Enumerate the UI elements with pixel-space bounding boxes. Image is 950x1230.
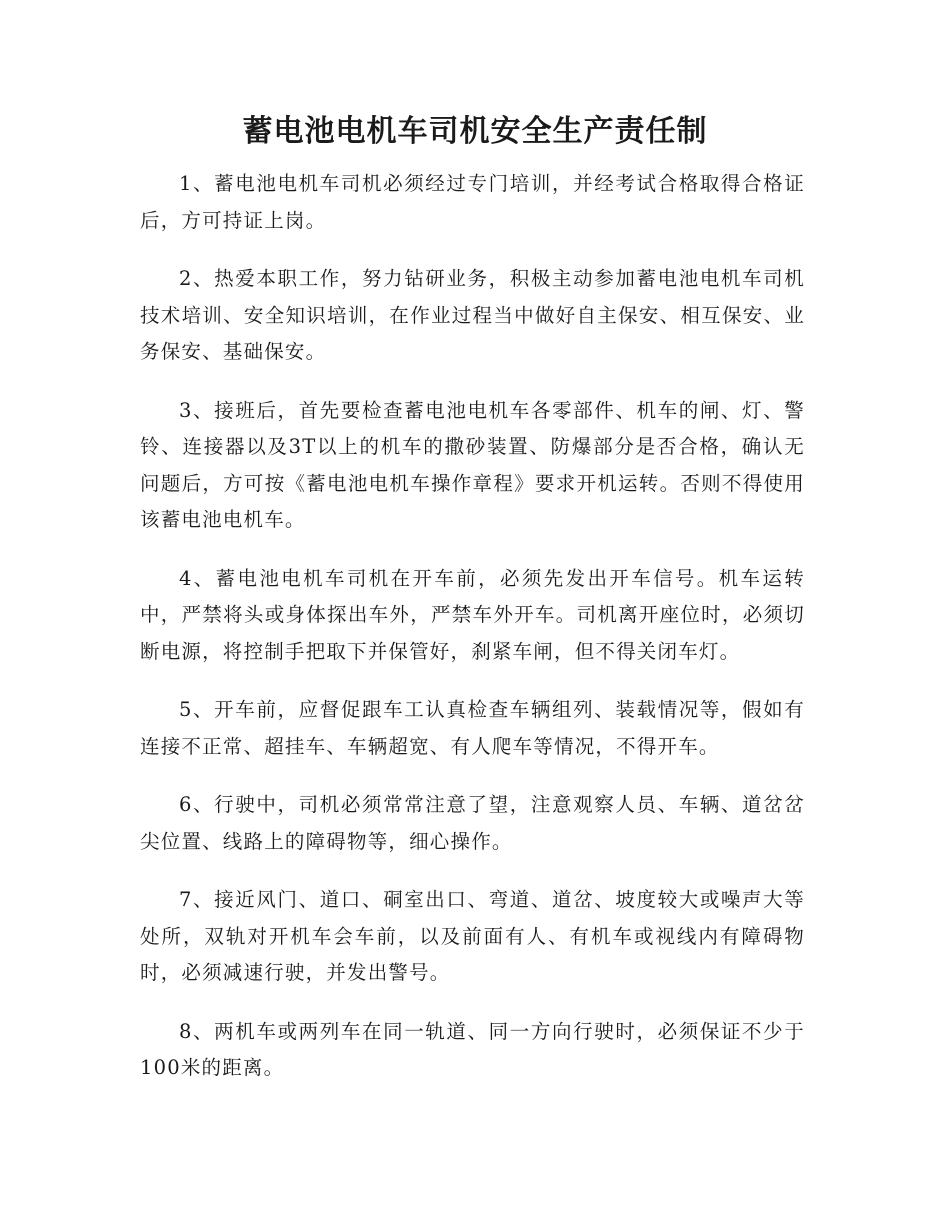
document-body xyxy=(140,166,805,1109)
paragraph-2: 2、热爱本职工作，努力钻研业务，积极主动参加蓄电池电机车司机技术培训、安全知识培训，在作业过程当中做好自主保安、相互保安、业务保安、基础保安。 xyxy=(140,267,805,363)
paragraph-4: 4、蓄电池电机车司机在开车前，必须先发出开车信号。机车运转中，严禁将头或身体探出车外，严禁车外开车。司机离开座位时，必须切断电源，将控制手把取下并保管好，刹紧车闸，但不得关闭车灯。 xyxy=(140,566,805,663)
paragraph-1: 1、蓄电池电机车司机必须经过专门培训，并经考试合格取得合格证后，方可持证上岗。 xyxy=(140,172,805,232)
paragraph-3: 3、接班后，首先要检查蓄电池电机车各零部件、机车的闸、灯、警铃、连接器以及3T以上的机车的撒砂装置、防爆部分是否合格，确认无问题后，方可按《蓄电池电机车操作章程》要求开机运转。否则不得使用该蓄电池电机车。 xyxy=(140,398,805,531)
paragraph-8: 8、两机车或两列车在同一轨道、同一方向行驶时，必须保证不少于100米的距离。 xyxy=(140,1019,805,1079)
paragraph-5: 5、开车前，应督促跟车工认真检查车辆组列、装载情况等，假如有连接不正常、超挂车、车辆超宽、有人爬车等情况，不得开车。 xyxy=(140,698,805,758)
document-title: 蓄电池电机车司机安全生产责任制 xyxy=(242,114,708,149)
paragraph-7: 7、接近风门、道口、硐室出口、弯道、道岔、坡度较大或噪声大等处所，双轨对开机车会车前，以及前面有人、有机车或视线内有障碍物时，必须减速行驶，并发出警号。 xyxy=(140,888,805,984)
paragraph-6: 6、行驶中，司机必须常常注意了望，注意观察人员、车辆、道岔岔尖位置、线路上的障碍物等，细心操作。 xyxy=(140,793,805,853)
